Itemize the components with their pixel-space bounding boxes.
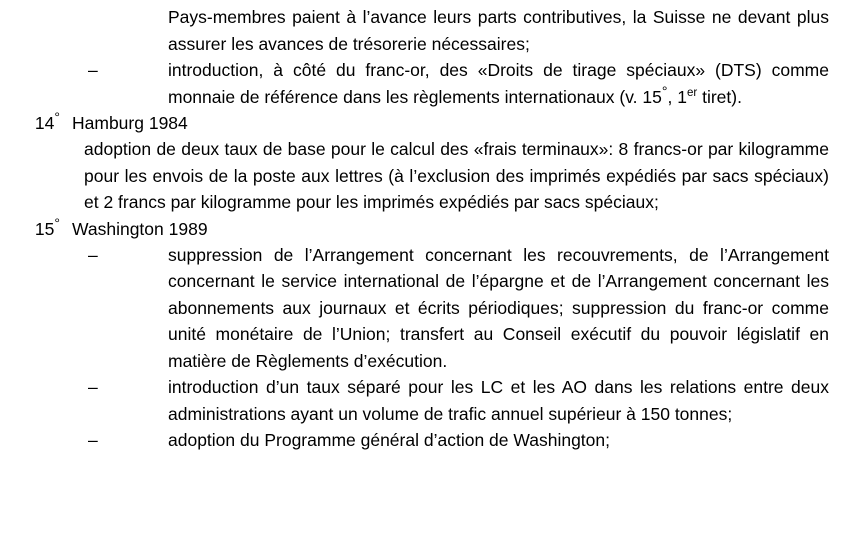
list-item-text: introduction d’un taux séparé pour les LC et les AO dans les relations entre deux administrations ayant un volume de trafic annuel supérieur à 150 tonnes; bbox=[168, 377, 829, 424]
continuation-paragraph: Pays-membres paient à l’avance leurs parts contributives, la Suisse ne devant plus assurer les avances de trésorerie nécessaires; bbox=[168, 7, 829, 54]
list-item-text: adoption du Programme général d’action de Washington; bbox=[168, 430, 610, 450]
list-item bbox=[0, 242, 829, 375]
list-item-text: suppression de l’Arrangement concernant les recouvrements, de l’Arrangement concernant le service international de l’épargne et de l’Arrangement concernant les abonnements aux journaux et écrits périodiques; suppression du franc-or comme unité monétaire de l’Union; transfert au Conseil exécutif du pouvoir législatif en matière de Règlements d’exécution. bbox=[168, 244, 829, 371]
section-number bbox=[0, 110, 72, 136]
list-item-text bbox=[168, 57, 829, 110]
degree-symbol: ° bbox=[54, 214, 60, 231]
section-body-14: adoption de deux taux de base pour le calcul des «frais terminaux»: 8 francs-or par kilogramme pour les envois de la poste aux lettres (à l’exclusion des imprimés expédiés par sacs spéciaux) et 2 francs par kilogramme pour les imprimés expédiés par sacs spéciaux; bbox=[84, 139, 829, 212]
degree-symbol: ° bbox=[661, 82, 668, 99]
list-item-text-mid: , 1 bbox=[667, 86, 687, 107]
list-item bbox=[0, 427, 829, 454]
bullet-marker: – bbox=[88, 244, 98, 265]
section-number bbox=[0, 216, 72, 242]
section-number-value: 15 bbox=[34, 218, 55, 239]
list-item bbox=[0, 57, 829, 110]
ordinal-superscript: er bbox=[686, 86, 698, 99]
list-item-text-pre: introduction, à côté du franc-or, des «Droits de tirage spéciaux» (DTS) comme monnaie de référence dans les règlements internationaux (v. 15 bbox=[168, 60, 829, 107]
section-number-value: 14 bbox=[34, 113, 55, 133]
bullet-marker: – bbox=[88, 60, 98, 80]
section-title: Hamburg 1984 bbox=[72, 113, 188, 133]
bullet-marker: – bbox=[88, 430, 98, 450]
degree-symbol: ° bbox=[54, 109, 60, 126]
section-title: Washington 1989 bbox=[72, 218, 208, 239]
section-heading-14 bbox=[0, 110, 829, 136]
bullet-marker: – bbox=[88, 377, 98, 397]
list-item bbox=[0, 374, 829, 427]
section-heading-15 bbox=[0, 216, 829, 242]
list-item-text-post: tiret). bbox=[697, 86, 742, 107]
